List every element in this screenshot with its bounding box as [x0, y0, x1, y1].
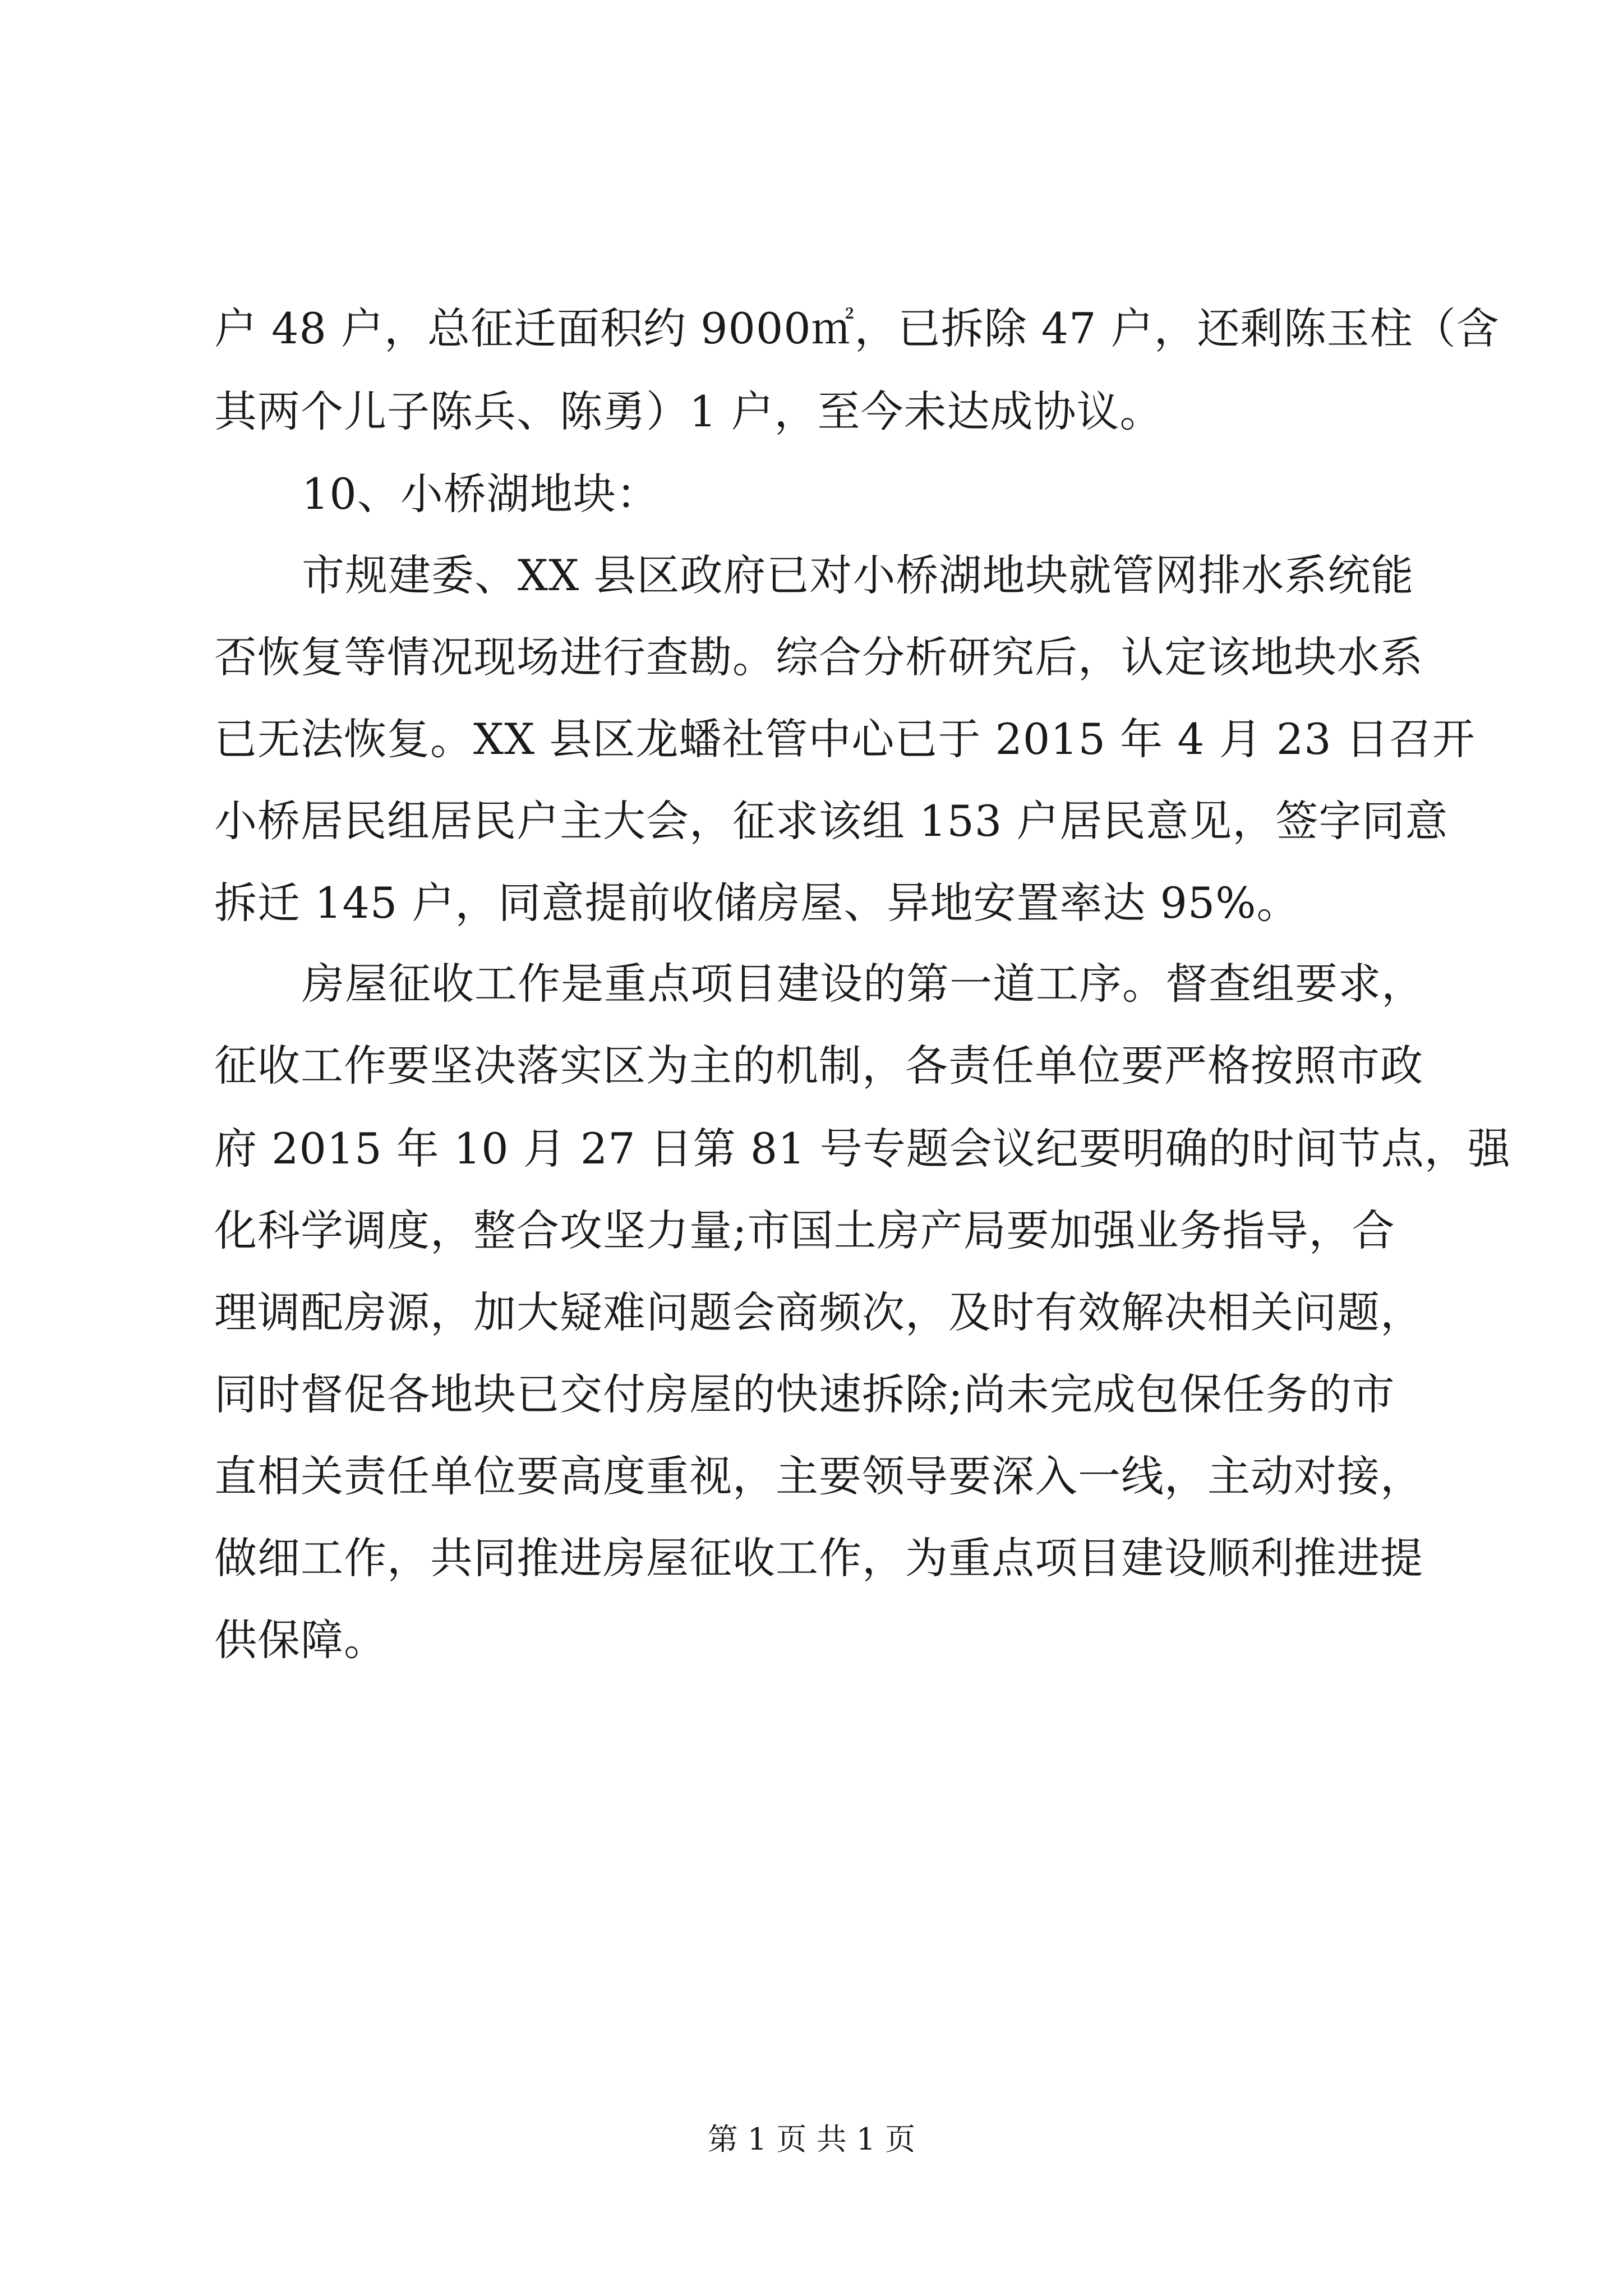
body-line: 已无法恢复。XX 县区龙蟠社管中心已于 2015 年 4 月 23 日召开 — [214, 714, 1476, 764]
body-line: 府 2015 年 10 月 27 日第 81 号专题会议纪要明确的时间节点，强 — [214, 1124, 1511, 1174]
body-line: 理调配房源，加大疑难问题会商频次，及时有效解决相关问题， — [214, 1287, 1423, 1337]
page-footer: 第 1 页 共 1 页 — [707, 2122, 916, 2157]
body-line: 市规建委、XX 县区政府已对小桥湖地块就管网排水系统能 — [302, 550, 1414, 600]
body-line: 其两个儿子陈兵、陈勇）1 户，至今未达成协议。 — [214, 386, 1163, 436]
body-line: 否恢复等情况现场进行查勘。综合分析研究后，认定该地块水系 — [214, 632, 1423, 682]
section-heading: 10、小桥湖地块： — [302, 469, 660, 519]
body-line: 做细工作，共同推进房屋征收工作，为重点项目建设顺利推进提 — [214, 1533, 1423, 1583]
body-line: 征收工作要坚决落实区为主的机制，各责任单位要严格按照市政 — [214, 1041, 1423, 1091]
body-line: 拆迁 145 户，同意提前收储房屋、异地安置率达 95%。 — [214, 878, 1300, 928]
body-line: 供保障。 — [214, 1615, 387, 1665]
body-line: 直相关责任单位要高度重视，主要领导要深入一线，主动对接， — [214, 1451, 1423, 1501]
body-line: 化科学调度，整合攻坚力量;市国土房产局要加强业务指导，合 — [214, 1205, 1395, 1255]
body-line: 户 48 户，总征迁面积约 9000㎡，已拆除 47 户，还剩陈玉柱（含 — [214, 303, 1500, 353]
body-line: 小桥居民组居民户主大会，征求该组 153 户居民意见，签字同意 — [214, 796, 1449, 846]
body-line: 同时督促各地块已交付房屋的快速拆除;尚未完成包保任务的市 — [214, 1369, 1395, 1419]
body-line: 房屋征收工作是重点项目建设的第一道工序。督查组要求， — [302, 959, 1424, 1009]
